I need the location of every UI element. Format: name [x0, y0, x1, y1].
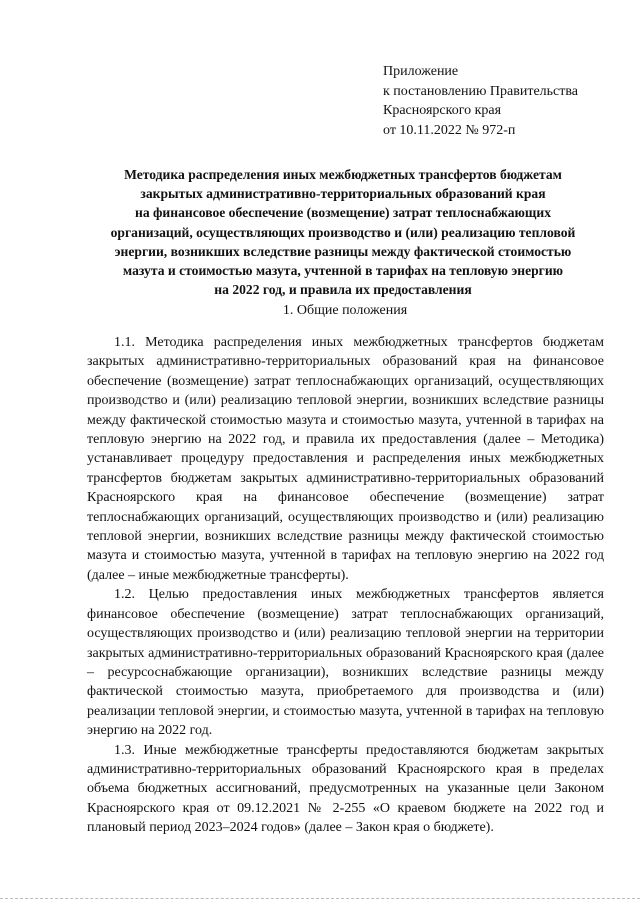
document-title [78, 165, 608, 299]
title-line-4: организаций, осуществляющих производство и (или) реализацию тепловой [110, 224, 576, 240]
paragraph-1-1: 1.1. Методика распределения иных межбюджетных трансфертов бюджетам закрытых административно-территориальных образований края на финансовое обеспечение (возмещение) затрат теплоснабжающих организаций, осуществляющих производство и (или) реализацию тепловой энергии, возникших вследствие разницы между фактической стоимостью мазута и стоимостью мазута, учтенной в тарифах на тепловую энергию на 2022 год, и правила их предоставления (далее – Методика) устанавливает процедуру предоставления и распределения иных межбюджетных трансфертов бюджетам закрытых административно-территориальных образований Красноярского края на финансовое обеспечение (возмещение) затрат теплоснабжающих организаций, осуществляющих производство и (или) реализацию тепловой энергии, возникших вследствие разницы между фактической стоимостью мазута и стоимостью мазута, учтенной в тарифах на тепловую энергию на 2022 год (далее – иные межбюджетные трансферты). [87, 335, 604, 583]
appendix-line-3: Красноярского края [383, 103, 502, 118]
appendix-line-4: от 10.11.2022 № 972-п [383, 122, 516, 138]
title-line-7: на 2022 год, и правила их предоставления [214, 282, 472, 298]
appendix-line-1: Приложение [383, 64, 459, 79]
title-line-3: на финансовое обеспечение (возмещение) затрат теплоснабжающих [134, 205, 551, 221]
document-body [87, 333, 604, 838]
appendix-block [383, 62, 578, 140]
title-line-5: энергии, возникших вследствие разницы между фактической стоимостью [114, 243, 572, 259]
title-line-6: мазута и стоимостью мазута, учтенной в тарифах на тепловую энергию [122, 263, 564, 279]
title-line-1: Методика распределения иных межбюджетных трансфертов бюджетам [124, 167, 562, 182]
title-line-2: закрытых административно-территориальных образований края [140, 186, 546, 202]
paragraph-1-3: 1.3. Иные межбюджетные трансферты предоставляются бюджетам закрытых административно-территориальных образований Красноярского края в пределах объема бюджетных ассигнований, предусмотренных на указанные цели Законом Красноярского края от 09.12.2021 № 2-255 «О краевом бюджете на 2022 год и плановый период 2023–2024 годов» (далее – Закон края о бюджете). [87, 742, 604, 836]
section-heading: 1. Общие положения [282, 303, 408, 318]
scan-edge-divider [0, 898, 640, 900]
paragraph-1-2: 1.2. Целью предоставления иных межбюджетных трансфертов является финансовое обеспечение (возмещение) затрат теплоснабжающих организаций, осуществляющих производство и (или) реализацию тепловой энергии на территории закрытых административно-территориальных образований Красноярского края (далее – ресурсоснабжающие организации), возникших вследствие разницы между фактической стоимостью мазута, приобретаемого для производства и (или) реализации тепловой энергии, и стоимостью мазута, учтенной в тарифах на тепловую энергию на 2022 год. [87, 587, 604, 739]
appendix-line-2: к постановлению Правительства [383, 83, 579, 99]
